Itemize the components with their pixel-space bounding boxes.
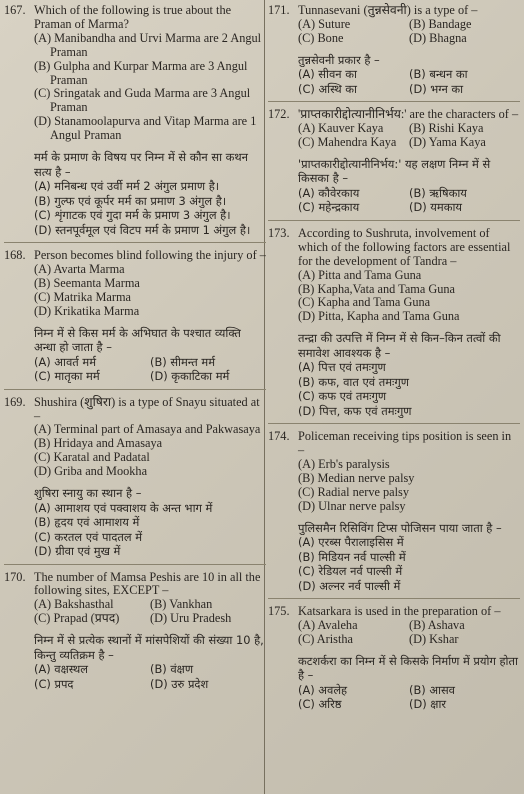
question-stem: Person becomes blind following the injury of – [34,248,266,263]
spacer [298,46,520,53]
option: (B) आसव [409,682,455,697]
hindi-option: (B) गुल्फ एवं कूर्पर मर्म का प्रमाण 3 अंगुल है। [34,193,227,208]
option: (C) Bone [298,30,344,45]
hindi-option: (A) पित्त एवं तमःगुण [298,360,386,375]
option: (C) Kapha and Tama Guna [298,295,431,310]
option: (A) Bakshasthal [34,597,114,612]
option-row [34,677,266,692]
spacer [34,479,266,486]
hindi-option: (B) कफ, वात एवं तमःगुण [298,374,409,389]
question-number: 171. [268,3,290,17]
spacer [34,319,266,326]
question-stem: The number of Mamsa Peshis are 10 in all the following sites, EXCEPT – [34,569,261,598]
option: (D) Uru Pradesh [150,611,232,626]
option: (D) Yama Kaya [409,135,486,150]
spacer [298,150,520,157]
spacer [34,143,266,150]
hindi-stem: तुन्नसेवनी प्रकार है – [298,52,380,67]
option: (A) Kauver Kaya [298,121,384,136]
option-row [298,619,520,633]
option: (C) Aristha [298,632,353,647]
option-row [34,662,266,677]
question-171 [268,4,520,96]
option: (C) मातृका मर्म [34,369,100,384]
option: (A) Suture [298,16,351,31]
hindi-stem: 'प्राप्तकारीद्दोत्यानीनिर्भय:' यह लक्षण निम्न में से किसका है – [298,156,491,186]
question-stem: Which of the following is true about the Praman of Marma? [34,3,232,31]
option: (B) Kapha,Vata and Tama Guna [298,281,456,296]
question-number: 169. [4,394,26,409]
right-column [268,4,520,712]
option-row [298,82,520,97]
hindi-option: (D) स्तनपूर्वमूल एवं विटप मर्म के प्रमाण 1 अंगुल है। [34,222,251,237]
hindi-stem: निम्न में से प्रत्येक स्थानों में मांसपेशियों की संख्या 10 है, किन्तु व्यतिक्रम है – [34,633,264,662]
question-number: 174. [268,429,290,444]
option-row [34,612,266,626]
option-row [298,122,520,136]
question-number: 170. [4,569,26,584]
option-row [298,32,520,46]
hindi-stem: कटशर्करा का निम्न में से किसके निर्माण में प्रयोग होता है – [298,653,518,683]
hindi-option: (C) रेडियल नर्व पाल्सी में [298,564,403,579]
hindi-option: (C) करतल एवं पादतल में [34,529,143,544]
option: (D) Krikatika Marma [34,303,140,318]
question-167 [4,4,266,237]
question-173 [268,227,520,418]
option: (D) Pitta, Kapha and Tama Guna [298,309,460,324]
option: (B) बन्धन का [409,67,468,82]
option: (B) Bandage [409,16,472,31]
question-separator [4,242,266,243]
question-stem: Shushira (शुषिरा) is a type of Snayu situated at – [34,394,260,423]
hindi-option: (A) आमाशय एवं पक्वाशय के अन्त भाग में [34,500,213,515]
question-stem: According to Sushruta, involvement of which of the following factors are essential for the development of Tandra – [298,225,511,268]
question-168 [4,249,266,384]
question-separator [4,389,266,390]
option: (A) वक्षस्थल [34,662,89,677]
question-number: 175. [268,604,290,619]
option: (C) अस्थि का [298,81,357,96]
option: (B) ऋषिकाय [409,185,467,200]
question-separator [268,220,520,221]
hindi-stem: पुलिसमैन रिसिविंग टिप्स पोजिसन पाया जाता है – [298,520,502,535]
option: (A) Avaleha [298,618,358,633]
option: (B) सीमन्त मर्म [150,354,216,369]
option: (C) Prapad (प्रपद) [34,611,120,626]
spacer [34,626,266,633]
question-stem: Tunnasevani (तुन्नसेवनी) is a type of – [298,3,478,17]
option: (A) Erb's paralysis [298,457,390,472]
option-row [298,136,520,150]
hindi-option: (D) अल्नर नर्व पाल्सी में [298,578,401,593]
option: (A) Terminal part of Amasaya and Pakwasaya [34,422,261,437]
question-169 [4,396,266,559]
option: (B) Median nerve palsy [298,471,415,485]
option: (D) कृकाटिका मर्म [150,369,230,384]
option-row [298,697,520,712]
spacer [298,324,520,331]
spacer [298,514,520,521]
question-separator [4,564,266,565]
hindi-stem: तन्द्रा की उत्पत्ति में निम्न में से किन–किन तत्वों की समावेश आवश्यक है – [298,331,501,360]
hindi-option: (D) ग्रीवा एवं मुख में [34,544,121,559]
hindi-option: (B) मिडियन नर्व पाल्सी में [298,549,406,564]
option: (A) Manibandha and Urvi Marma are 2 Angul Praman [34,30,262,59]
question-separator [268,598,520,599]
question-stem: 'प्राप्तकारीद्दोत्यानीनिर्भय:' are the characters of – [298,107,519,122]
option: (A) सीवन का [298,67,357,82]
option: (C) प्रपद [34,676,74,691]
hindi-stem: शुषिरा स्नायु का स्थान है – [34,486,142,501]
option: (C) Mahendra Kaya [298,135,397,150]
question-separator [268,101,520,102]
hindi-option: (A) मनिबन्ध एवं उर्वी मर्म 2 अंगुल प्रमाण है। [34,179,220,194]
option-row [298,186,520,201]
question-170 [4,571,266,692]
spacer [298,647,520,654]
option: (C) महेन्द्रकाय [298,200,360,215]
option-row [298,200,520,215]
option: (A) कौवेरकाय [298,185,360,200]
option: (A) अवलेह [298,682,348,697]
hindi-stem: निम्न में से किस मर्म के अभिघात के पश्चात व्यक्ति अन्धा हो जाता है – [34,325,241,355]
option: (D) Bhagna [409,30,467,45]
option: (D) Ulnar nerve palsy [298,498,406,513]
option: (B) Seemanta Marma [34,275,140,290]
option-row [34,369,266,384]
option: (A) Pitta and Tama Guna [298,267,422,282]
option: (D) Griba and Mookha [34,464,148,479]
option: (B) Gulpha and Kurpar Marma are 3 Angul Praman [34,58,248,87]
hindi-option: (C) शृंगाटक एवं गुदा मर्म के प्रमाण 3 अंगुल है। [34,208,231,223]
option: (D) यमकाय [409,200,463,215]
option: (B) वंक्षण [150,662,194,677]
option: (D) Kshar [409,632,459,647]
option-row [298,683,520,698]
option: (C) Matrika Marma [34,289,131,304]
option: (B) Ashava [409,618,465,633]
option: (D) क्षार [409,697,447,712]
hindi-option: (B) हृदय एवं आमाशय में [34,515,140,530]
question-174 [268,430,520,593]
question-number: 172. [268,107,290,122]
question-number: 168. [4,248,26,263]
hindi-option: (A) एरब्स पैरालाइसिस में [298,535,404,550]
question-number: 173. [268,225,290,240]
question-separator [268,423,520,424]
question-number: 167. [4,3,26,17]
question-stem: Policeman receiving tips position is seen in – [298,429,512,458]
option: (B) Rishi Kaya [409,121,484,136]
option-row [34,598,266,612]
question-stem: Katsarkara is used in the preparation of – [298,604,501,619]
question-175 [268,605,520,712]
option: (D) भग्न का [409,81,464,96]
option-row [298,633,520,647]
option-row [34,355,266,370]
option: (C) अरिष्ठ [298,697,342,712]
hindi-option: (C) कफ एवं तमःगुण [298,389,387,404]
left-column [4,4,266,691]
hindi-option: (D) पित्त, कफ एवं तमःगुण [298,403,412,418]
option: (A) आवर्त मर्म [34,354,97,369]
question-172 [268,108,520,215]
option: (B) Vankhan [150,597,213,612]
option-row [298,18,520,32]
option: (C) Radial nerve palsy [298,484,409,499]
option: (D) Stanamoolapurva and Vitap Marma are 1 Angul Praman [34,114,257,143]
option-row [298,67,520,82]
option: (C) Sringatak and Guda Marma are 3 Angul Praman [34,86,251,115]
option: (B) Hridaya and Amasaya [34,436,163,451]
option: (C) Karatal and Padatal [34,450,150,465]
hindi-stem: मर्म के प्रमाण के विषय पर निम्न में से कौन सा कथन सत्य है – [34,150,248,179]
option: (D) उरु प्रदेश [150,676,209,691]
option: (A) Avarta Marma [34,261,125,276]
